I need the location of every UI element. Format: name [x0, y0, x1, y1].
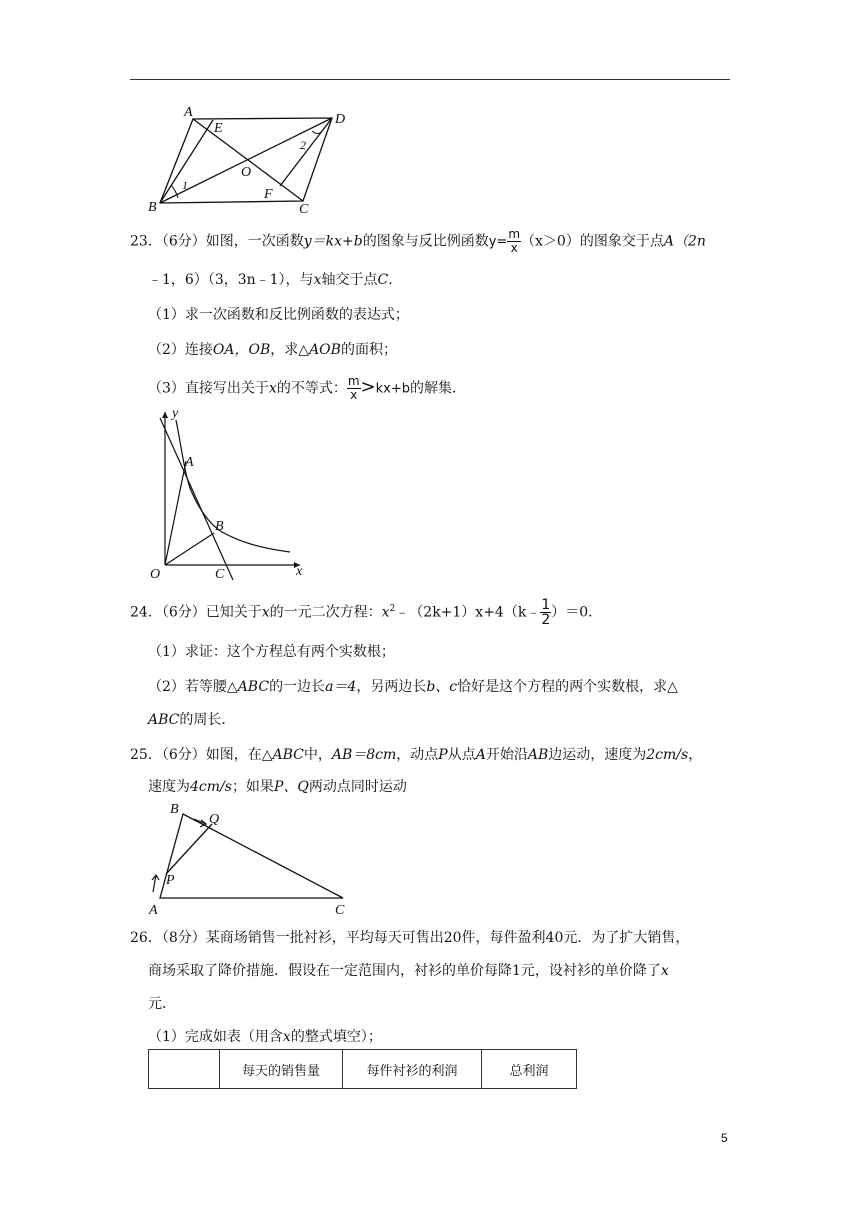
q23-line2: ﹣1，6）（3，3n﹣1），与x轴交于点C． — [148, 272, 403, 288]
table-header-cell — [149, 1050, 220, 1089]
parallelogram-figure — [145, 103, 355, 215]
q24-line1: 24．（6分）已知关于x的一元二次方程：$x^2﹣(2k+1)x+4(k﹣$ $\frac{1}{2}$ ）＝0． — [130, 597, 603, 628]
label-O: O — [241, 165, 252, 180]
table-header-cell: 每件衬衫的利润 — [343, 1050, 482, 1089]
page-number: 5 — [721, 1131, 728, 1145]
q24-part1: （1）求证：这个方程总有两个实数根； — [148, 644, 395, 660]
axis-label-y: y — [172, 406, 179, 421]
label-Q: Q — [209, 812, 220, 827]
label-C: C — [335, 903, 345, 918]
label-D: D — [335, 112, 346, 127]
q26-line2: 商场采取了降价措施．假设在一定范围内，衬衫的单价每降1元，设衬衫的单价降了x — [148, 963, 669, 979]
axis-label-x: x — [296, 564, 303, 579]
label-A: A — [149, 903, 158, 918]
sales-table — [148, 1049, 577, 1089]
label-P: P — [166, 873, 175, 888]
q23-part2: （2）连接OA，OB，求△AOB的面积； — [148, 342, 397, 358]
q24-part2: （2）若等腰△ABC的一边长a＝4，另两边长b、c恰好是这个方程的两个实数根，求△ — [148, 679, 678, 695]
q24-part2-cont: ABC的周长． — [148, 712, 236, 728]
q25-line1: 25．（6分）如图，在△ABC中，AB＝8cm，动点P从点A开始沿AB边运动，速度为2cm/s， — [130, 747, 703, 763]
label-B: B — [170, 802, 179, 817]
label-C: C — [299, 202, 309, 215]
q26-line1: 26．（8分）某商场销售一批衬衫，平均每天可售出20件，每件盈利40元．为了扩大销售， — [130, 930, 690, 946]
function-graph-figure — [145, 403, 315, 583]
triangle-figure — [140, 800, 355, 920]
label-O: O — [150, 567, 161, 582]
q26-part1: （1）完成如表（用含x的整式填空）； — [148, 1029, 382, 1045]
q23-line1: 23．（6分）如图，一次函数y＝kx+b的图象与反比例函数y= $\frac{m}{x}$ （x＞0）的图象交于点A（2n — [130, 227, 706, 255]
label-B: B — [148, 200, 157, 215]
angle-label-2: 2 — [300, 138, 306, 152]
table-header-cell: 每天的销售量 — [220, 1050, 343, 1089]
label-F: F — [264, 187, 273, 202]
table-header-cell: 总利润 — [482, 1050, 577, 1089]
q25-line2: 速度为4cm/s；如果P、Q两动点同时运动 — [148, 779, 407, 795]
table-header-row — [149, 1050, 577, 1089]
label-B: B — [215, 519, 224, 534]
header-rule — [130, 79, 730, 80]
angle-label-1: 1 — [182, 178, 188, 192]
q26-line3: 元． — [148, 996, 176, 1012]
q23-part1: （1）求一次函数和反比例函数的表达式； — [148, 307, 409, 323]
label-A: A — [185, 455, 194, 470]
q23-part3: （3）直接写出关于x的不等式： $\frac{m}{x}$ >kx+b的解集． — [148, 374, 466, 402]
label-A: A — [184, 105, 193, 120]
label-E: E — [214, 121, 223, 136]
label-C: C — [215, 567, 225, 582]
